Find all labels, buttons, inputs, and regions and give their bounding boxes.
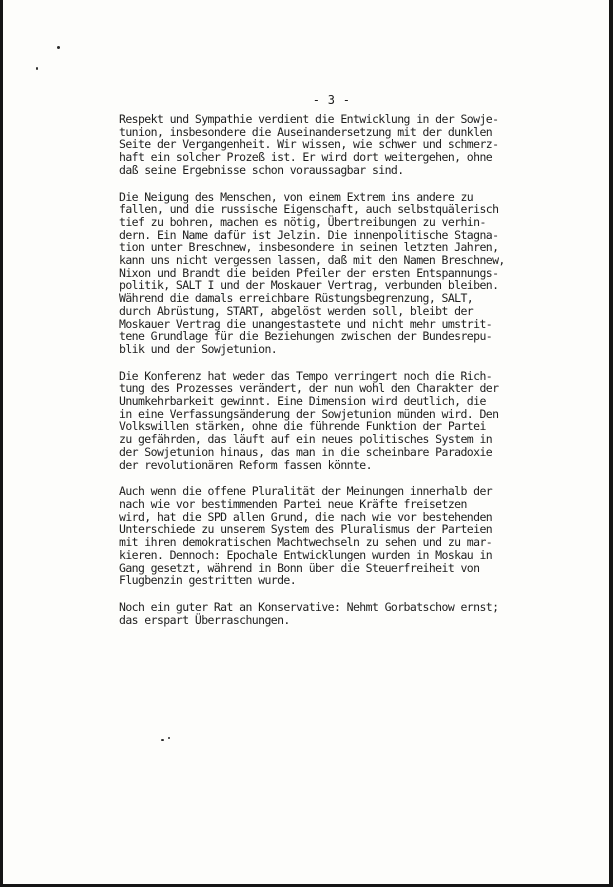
document-body [119, 113, 559, 640]
paragraph [119, 191, 559, 356]
text-line: durch Abrüstung, START, abgelöst werden soll, bleibt der [119, 303, 474, 318]
text-line: Auch wenn die offene Pluralität der Meinungen innerhalb der [119, 484, 493, 499]
paragraph [119, 370, 559, 472]
text-line: haft ein solcher Prozeß ist. Er wird dort weitergehen, ohne [119, 150, 493, 165]
text-line: tief zu bohren, machen es nötig, Übertreibungen zu verhin- [119, 214, 486, 229]
text-line: nach wie vor bestimmenden Partei neue Kräfte freisetzen [119, 496, 467, 511]
text-line: wird, hat die SPD allen Grund, die nach wie vor bestehenden [119, 509, 493, 524]
text-line: tunion, insbesondere die Auseinandersetzung mit der dunklen [119, 124, 493, 139]
text-line: Moskauer Vertrag die unangestastete und nicht mehr umstrit- [119, 316, 493, 331]
text-line: in eine Verfassungsänderung der Sowjetunion münden wird. Den [119, 406, 499, 421]
page-number: - 3 - [312, 93, 351, 107]
text-line: der revolutionären Reform fassen könnte. [119, 457, 372, 472]
text-line: fallen, und die russische Eigenschaft, auch selbstquälerisch [119, 202, 499, 217]
text-line: Unumkehrbarkeit gewinnt. Eine Dimension wird deutlich, die [119, 394, 486, 409]
text-line: blik und der Sowjetunion. [119, 341, 278, 356]
text-line: Während die damals erreichbare Rüstungsbegrenzung, SALT, [119, 291, 474, 306]
text-line: politik, SALT I und der Moskauer Vertrag, verbunden bleiben. [119, 278, 499, 293]
text-line: Die Neigung des Menschen, von einem Extrem ins andere zu [119, 189, 474, 204]
scan-speck [168, 737, 170, 739]
text-line: Flugbenzin gestritten wurde. [119, 573, 297, 588]
text-line: zu gefährden, das läuft auf ein neues politisches System in [119, 432, 493, 447]
text-line: daß seine Ergebnisse schon voraussagbar sind. [119, 162, 404, 177]
scan-speck [36, 67, 38, 70]
text-line: kieren. Dennoch: Epochale Entwicklungen wurden in Moskau in [119, 547, 493, 562]
text-line: Unterschiede zu unserem System des Pluralismus der Parteien [119, 522, 493, 537]
text-line: der Sowjetunion hinaus, das man in die scheinbare Paradoxie [119, 444, 493, 459]
text-line: tion unter Breschnew, insbesondere in seinen letzten Jahren, [119, 240, 499, 255]
text-line: tung des Prozesses verändert, der nun wohl den Charakter der [119, 381, 499, 396]
text-line: mit ihren demokratischen Machtwechseln zu sehen und zu mar- [119, 535, 493, 550]
text-line: dern. Ein Name dafür ist Jelzin. Die innenpolitische Stagna- [119, 227, 499, 242]
text-line: Gang gesetzt, während in Bonn über die Steuerfreiheit von [119, 560, 480, 575]
paragraph [119, 601, 559, 626]
text-line: Seite der Vergangenheit. Wir wissen, wie schwer und schmerz- [119, 137, 499, 152]
text-line: das erspart Überraschungen. [119, 612, 290, 627]
scan-speck [57, 46, 60, 49]
text-line: Nixon und Brandt die beiden Pfeiler der ersten Entspannungs- [119, 265, 499, 280]
paragraph [119, 113, 559, 177]
text-line: Noch ein guter Rat an Konservative: Nehmt Gorbatschow ernst; [119, 599, 499, 614]
text-line: kann uns nicht vergessen lassen, daß mit den Namen Breschnew, [119, 253, 505, 268]
scan-speck [161, 739, 164, 741]
paragraph [119, 485, 559, 587]
text-line: Respekt und Sympathie verdient die Entwicklung in der Sowje- [119, 112, 499, 126]
text-line: Die Konferenz hat weder das Tempo verringert noch die Rich- [119, 368, 493, 383]
text-line: Volkswillen stärken, ohne die führende Funktion der Partei [119, 419, 486, 434]
text-line: tene Grundlage für die Beziehungen zwischen der Bundesrepu- [119, 329, 493, 344]
